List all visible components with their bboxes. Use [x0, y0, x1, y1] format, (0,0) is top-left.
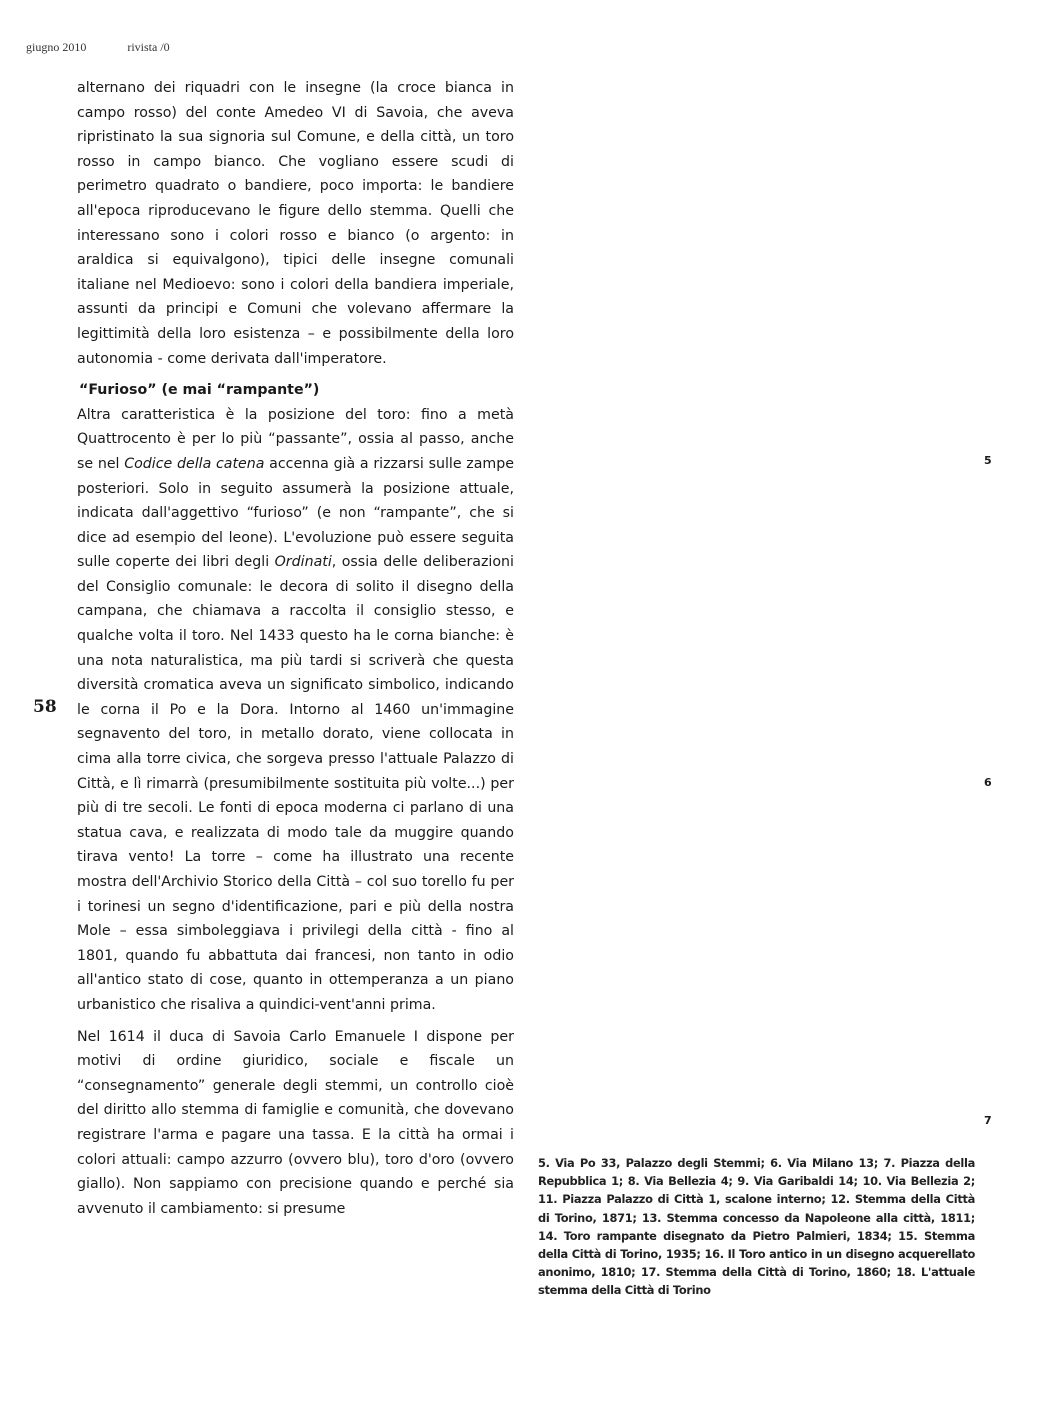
figure-number-6: 6 — [984, 776, 992, 789]
paragraph-2-part-a: Altra caratteristica è la posizione del toro: fino a metà Quattrocento è per lo più “passante”, ossia al passo, anche se nel — [77, 406, 514, 472]
title-ordinati: Ordinati — [274, 554, 332, 571]
paragraph-2-part-b: accenna già a rizzarsi sulle zampe posteriori. Solo in seguito assumerà la posizione attuale, indicata dall'aggettivo “furioso” (e non “rampante”, che si dice ad esempio del leone). L'evoluzione può essere seguita sulle coperte dei libri degli — [77, 455, 514, 571]
paragraph-3: Nel 1614 il duca di Savoia Carlo Emanuele I dispone per motivi di ordine giuridico, sociale e fiscale un “consegnamento” generale degli stemmi, un controllo cioè del diritto allo stemma di famiglie e comunità, che dovevano registrare l'arma e pagare una tassa. E la città ha ormai i colori attuali: campo azzurro (ovvero blu), toro d'oro (ovvero giallo). Non sappiamo con precisione quando e perché sia avvenuto il cambiamento: si presume — [77, 1028, 514, 1217]
paragraph-2-part-c: , ossia delle deliberazioni del Consiglio comunale: le decora di solito il disegno della campana, che chiamava a raccolta il consiglio stesso, e qualche volta il toro. Nel 1433 questo ha le corna bianche: è una nota naturalistica, ma più tardi si scriverà che questa diversità cromatica aveva un significato simbolico, indicando le corna il Po e la Dora. Intorno al 1460 un'immagine segnavento del toro, in metallo dorato, viene collocata in cima alla torre civica, che sorgeva presso l'attuale Palazzo di Città, e lì rimarrà (presumibilmente sostituita più volte...) per più di tre secoli. Le fonti di epoca moderna ci parlano di una statua cava, e realizzata di modo tale da muggire quando tirava vento! La torre – come ha illustrato una recente mostra dell'Archivio Storico della Città – col suo torello fu per i torinesi un segno d'identificazione, pari e più della nostra Mole – essa simboleggiava i privilegi della città - fino al 1801, quando fu abbattuta dai francesi, non tanto in odio all'antico stato di cose, quanto in ottemperanza a un piano urbanistico che risaliva a quindici-vent'anni prima. — [77, 554, 514, 1013]
article-body — [77, 76, 514, 1228]
figure-caption: 5. Via Po 33, Palazzo degli Stemmi; 6. Via Milano 13; 7. Piazza della Repubblica 1; 8. Via Bellezia 4; 9. Via Garibaldi 14; 10. Via Bellezia 2; 11. Piazza Palazzo di Città 1, scalone interno; 12. Stemma della Città di Torino, 1871; 13. Stemma concesso da Napoleone alla città, 1811; 14. Toro rampante disegnato da Pietro Palmieri, 1834; 15. Stemma della Città di Torino, 1935; 16. Il Toro antico in un disegno acquerellato anonimo, 1810; 17. Stemma della Città di Torino, 1860; 18. L'attuale stemma della Città di Torino — [538, 1156, 975, 1298]
magazine-name: rivista /0 — [127, 40, 170, 54]
paragraph-2 — [77, 403, 514, 1018]
paragraph-1: alternano dei riquadri con le insegne (la croce bianca in campo rosso) del conte Amedeo VI di Savoia, che aveva ripristinato la sua signoria sul Comune, e della città, un toro rosso in campo bianco. Che vogliano essere scudi di perimetro quadrato o bandiere, poco importa: le bandiere all'epoca riproducevano le figure dello stemma. Quelli che interessano sono i colori rosso e bianco (o argento: in araldica si equivalgono), tipici delle insegne comunali italiane nel Medioevo: sono i colori della bandiera imperiale, assunti da principi e Comuni che volevano affermare la legittimità della loro esistenza – e possibilmente della loro autonomia - come derivata dall'imperatore. — [77, 80, 514, 367]
page-number: 58 — [33, 697, 57, 717]
section-heading: “Furioso” (e mai “rampante”) — [79, 382, 320, 399]
page-header — [26, 40, 208, 55]
figure-number-5: 5 — [984, 454, 992, 467]
issue-date: giugno 2010 — [26, 40, 87, 54]
title-codice-della-catena: Codice della catena — [124, 455, 265, 472]
figure-number-7: 7 — [984, 1114, 992, 1127]
